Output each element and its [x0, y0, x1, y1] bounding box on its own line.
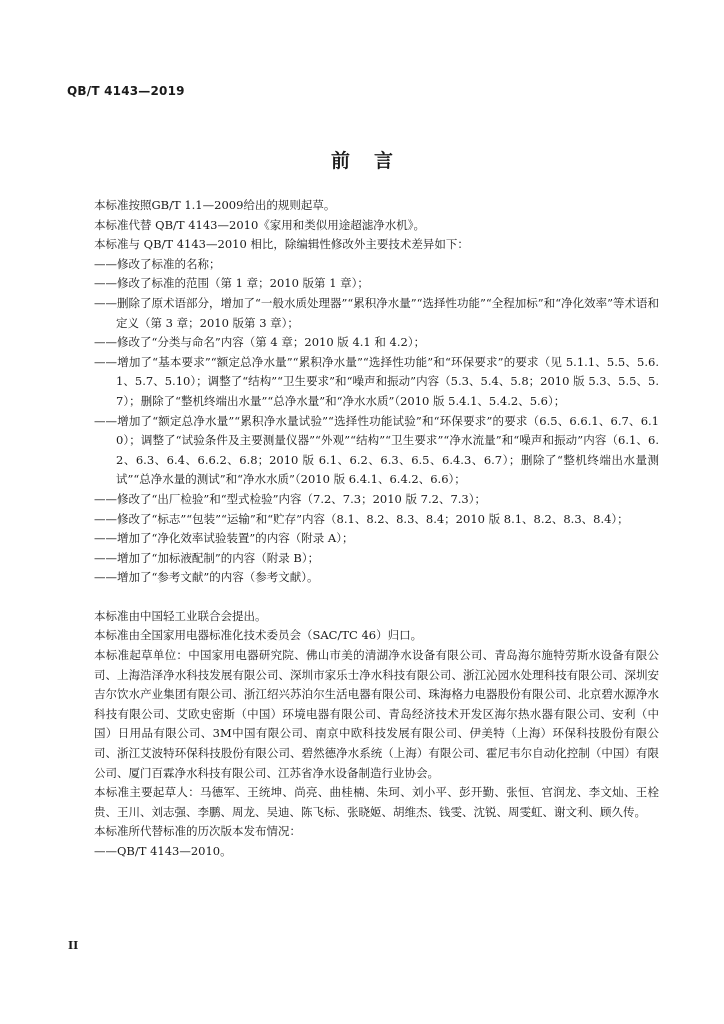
intro-paragraph: 本标准按照GB/T 1.1—2009给出的规则起草。 [94, 198, 336, 212]
intro-paragraph: 本标准代替 QB/T 4143—2010《家用和类似用途超滤净水机》。 [94, 217, 426, 232]
change-item: ——修改了“出厂检验”和“型式检验”内容（7.2、7.3；2010 版 7.2、7.3）； [94, 491, 486, 506]
change-item: ——修改了“标志”“包装”“运输”和“贮存”内容（8.1、8.2、8.3、8.4；2010 版 8.1、8.2、8.3、8.4）； [94, 511, 629, 526]
change-item: ——修改了标准的名称； [94, 256, 221, 271]
change-item: ——增加了“加标液配制”的内容（附录 B）； [94, 550, 320, 565]
statement-paragraph: 本标准所代替标准的历次版本发布情况： [94, 824, 301, 839]
change-item: ——增加了“净化效率试验装置”的内容（附录 A）； [94, 531, 354, 546]
page-number: II [68, 939, 79, 952]
standard-code: QB/T 4143—2019 [67, 84, 185, 98]
statement-paragraph: 本标准由中国轻工业联合会提出。 [94, 608, 267, 623]
change-item: ——删除了原术语部分，增加了“一般水质处理器”“累积净水量”“选择性功能”“全程加标”和“净化效率”等术语和定义（第 3 章；2010 版第 3 章）； [94, 295, 659, 330]
intro-paragraph: 本标准与 QB/T 4143—2010 相比，除编辑性修改外主要技术差异如下： [94, 237, 469, 252]
change-item: ——增加了“参考文献”的内容（参考文献）。 [94, 570, 319, 585]
history-item: ——QB/T 4143—2010。 [94, 844, 232, 858]
foreword-body [94, 196, 659, 862]
change-item: ——增加了“基本要求”“额定总净水量”“累积净水量”“选择性功能”和“环保要求”的要求（见 5.1.1、5.5、5.6.1、5.7、5.10）；调整了“结构”“卫生要求”和“噪声和振动”内容（5.3、5.4、5.8；2010 版 5.3、5.5、5.7）；删除了“整机终端出水量”“总净水量”和“净水水质”（2010 版 5.4.1、5.4.2、5.6）； [94, 354, 659, 408]
statement-paragraph: 本标准由全国家用电器标准化技术委员会（SAC/TC 46）归口。 [94, 628, 423, 643]
change-item: ——修改了标准的范围（第 1 章；2010 版第 1 章）； [94, 276, 369, 291]
change-item: ——增加了“额定总净水量”“累积净水量试验”“选择性功能试验”和“环保要求”的要求（6.5、6.6.1、6.7、6.10）；调整了“试验条件及主要测量仪器”“外观”“结构”“卫生要求”“净水流量”和“噪声和振动”内容（6.1、6.2、6.3、6.4、6.6.2、6.8；2010 版 6.1、6.2、6.3、6.5、6.4.3、6.7）；删除了“整机终端出水量测试”“总净水量的测试”和“净水水质”（2010 版 6.4.1、6.4.2、6.6）； [94, 413, 659, 487]
change-item: ——修改了“分类与命名”内容（第 4 章；2010 版 4.1 和 4.2）； [94, 335, 426, 350]
drafters: 本标准主要起草人：马德军、王统坤、尚亮、曲桂楠、朱珂、刘小平、彭开勤、张恒、官润龙、李文灿、王栓贵、王川、刘志强、李鹏、周龙、吴迪、陈飞标、张晓姬、胡维杰、钱雯、沈锐、周雯虹、谢文利、顾久传。 [94, 785, 659, 819]
drafting-units: 本标准起草单位：中国家用电器研究院、佛山市美的清湖净水设备有限公司、青岛海尔施特劳斯水设备有限公司、上海浩泽净水科技发展有限公司、深圳市家乐士净水科技有限公司、浙江沁园水处理科技有限公司、深圳安吉尔饮水产业集团有限公司、浙江绍兴苏泊尔生活电器有限公司、珠海格力电器股份有限公司、北京碧水源净水科技有限公司、艾欧史密斯（中国）环境电器有限公司、青岛经济技术开发区海尔热水器有限公司、安利（中国）日用品有限公司、3M中国有限公司、南京中欧科技发展有限公司、伊美特（上海）环保科技股份有限公司、浙江艾波特环保科技股份有限公司、碧然德净水系统（上海）有限公司、霍尼韦尔自动化控制（中国）有限公司、厦门百霖净水科技有限公司、江苏省净水设备制造行业协会。 [94, 648, 659, 780]
paragraph-gap [94, 588, 659, 607]
page-title: 前言 [330, 150, 417, 172]
